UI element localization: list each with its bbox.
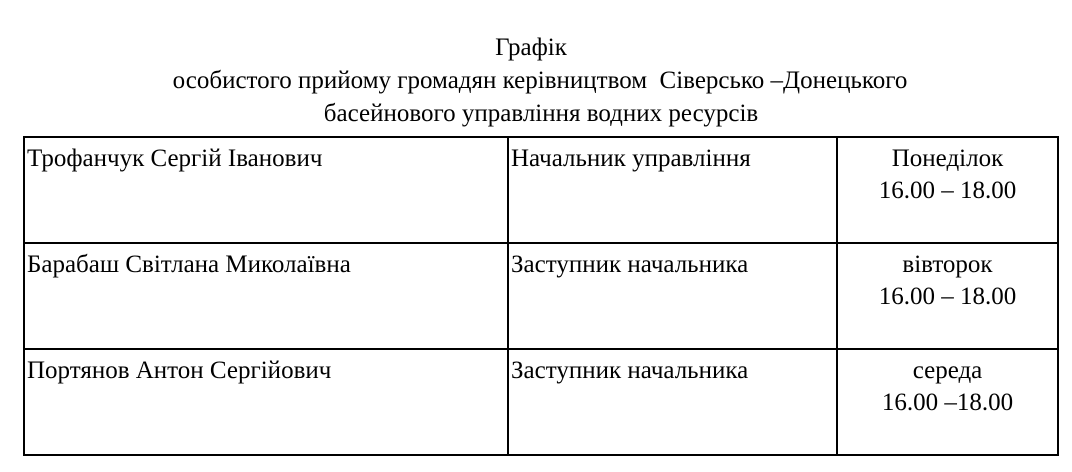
table-row xyxy=(24,349,1058,455)
reception-day: середа xyxy=(912,357,983,384)
official-position-cell: Заступник начальника xyxy=(508,243,837,349)
title-line-3: басейнового управління водних ресурсів xyxy=(323,100,759,127)
official-position-cell: Заступник начальника xyxy=(508,349,837,455)
reception-time-cell xyxy=(837,349,1058,455)
table-row xyxy=(24,243,1058,349)
reception-hours: 16.00 – 18.00 xyxy=(878,177,1017,204)
document-title xyxy=(0,31,1072,130)
reception-time-cell xyxy=(837,243,1058,349)
reception-schedule-table xyxy=(23,136,1059,456)
official-name-cell: Трофанчук Сергій Іванович xyxy=(24,137,508,243)
official-position-cell: Начальник управління xyxy=(508,137,837,243)
official-name-cell: Барабаш Світлана Миколаївна xyxy=(24,243,508,349)
table-row xyxy=(24,137,1058,243)
reception-time-cell xyxy=(837,137,1058,243)
title-line-2: особистого прийому громадян керівництвом Сіверсько –Донецького xyxy=(172,67,908,94)
official-name-cell: Портянов Антон Сергійович xyxy=(24,349,508,455)
reception-day: вівторок xyxy=(902,251,993,278)
reception-day: Понеділок xyxy=(891,145,1004,172)
title-line-1: Графік xyxy=(495,34,567,61)
reception-hours: 16.00 –18.00 xyxy=(881,389,1014,416)
reception-hours: 16.00 – 18.00 xyxy=(878,283,1017,310)
